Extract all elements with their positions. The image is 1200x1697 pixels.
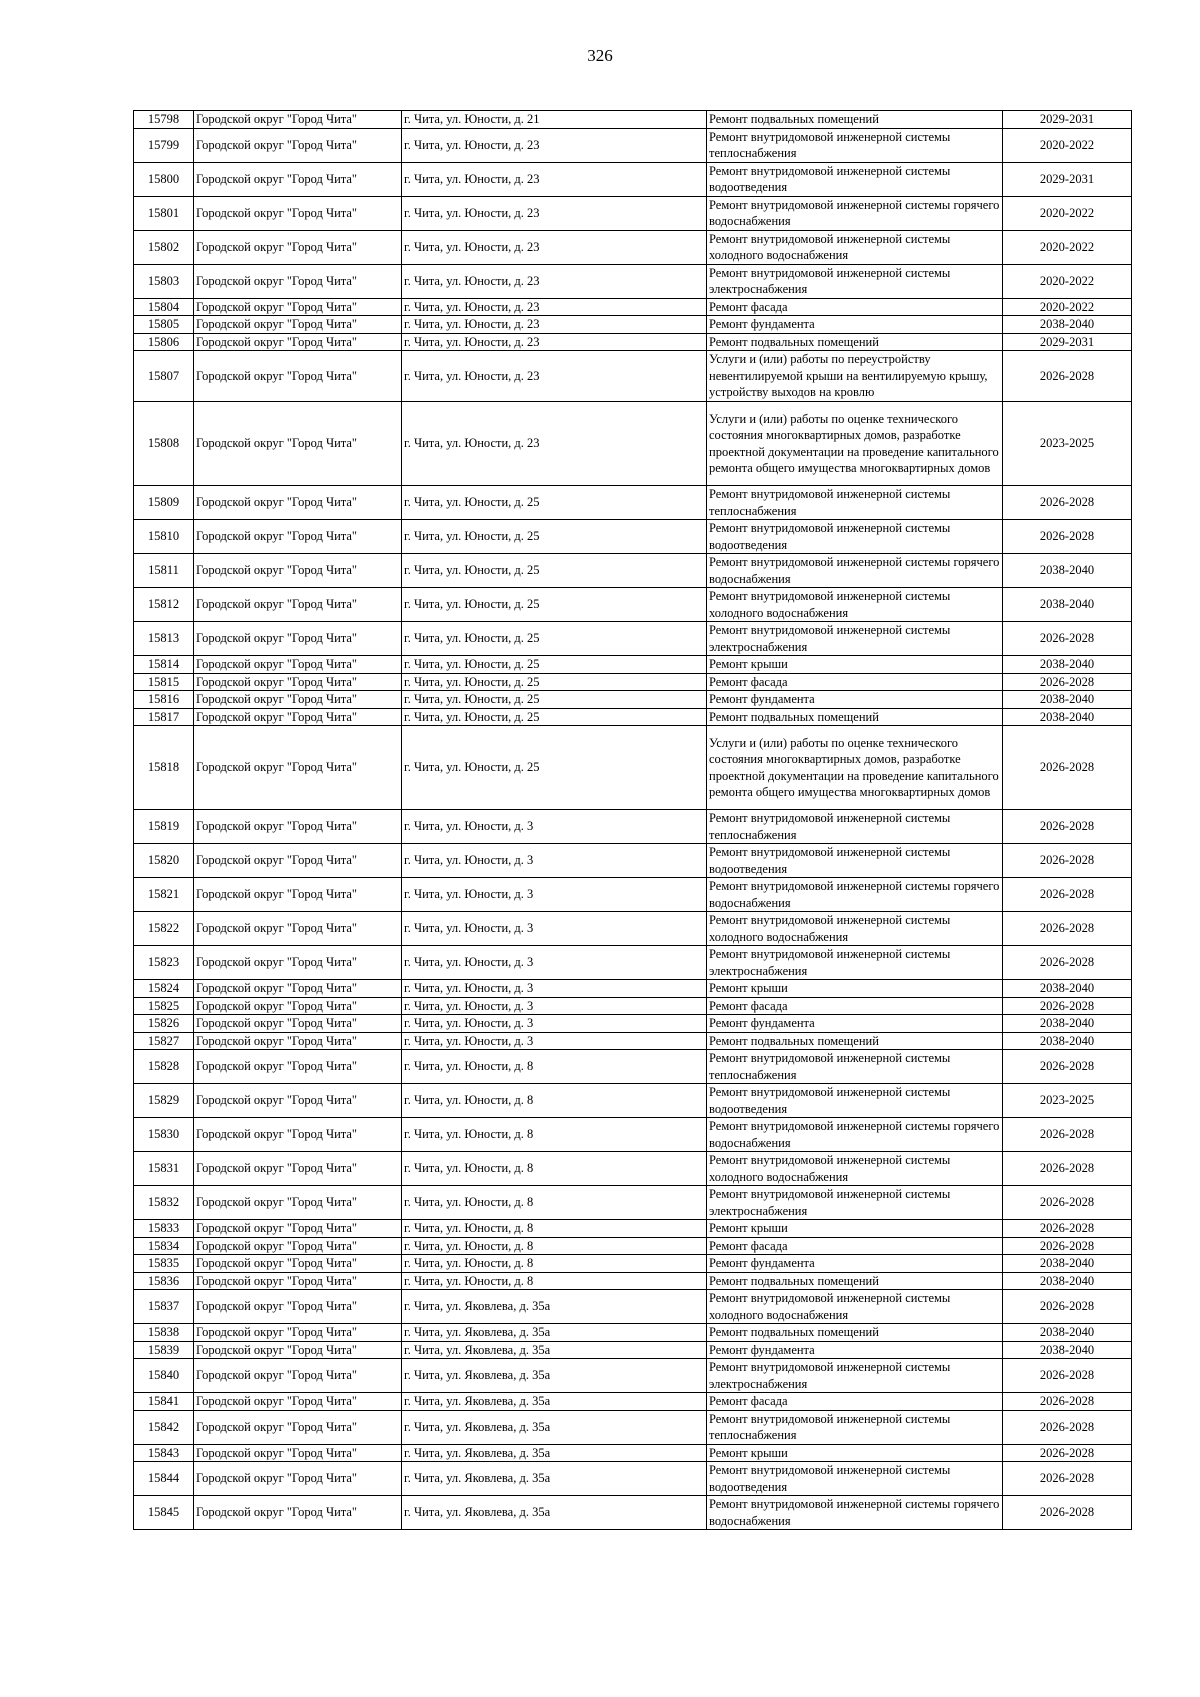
table-row bbox=[134, 196, 1132, 230]
row-number-cell: 15812 bbox=[134, 588, 194, 622]
row-number-cell: 15843 bbox=[134, 1444, 194, 1462]
municipality-cell: Городской округ "Город Чита" bbox=[194, 673, 402, 691]
row-number-cell: 15811 bbox=[134, 554, 194, 588]
table-row bbox=[134, 1324, 1132, 1342]
period-cell: 2020-2022 bbox=[1003, 298, 1132, 316]
work-type-cell: Ремонт фундамента bbox=[707, 1341, 1003, 1359]
table-row bbox=[134, 1393, 1132, 1411]
period-cell: 2029-2031 bbox=[1003, 111, 1132, 129]
table-row bbox=[134, 1272, 1132, 1290]
address-cell: г. Чита, ул. Юности, д. 3 bbox=[402, 878, 707, 912]
work-type-cell: Ремонт внутридомовой инженерной системы горячего водоснабжения bbox=[707, 1118, 1003, 1152]
row-number-cell: 15830 bbox=[134, 1118, 194, 1152]
address-cell: г. Чита, ул. Яковлева, д. 35а bbox=[402, 1393, 707, 1411]
row-number-cell: 15831 bbox=[134, 1152, 194, 1186]
table-row bbox=[134, 554, 1132, 588]
row-number-cell: 15826 bbox=[134, 1015, 194, 1033]
municipality-cell: Городской округ "Город Чита" bbox=[194, 1410, 402, 1444]
address-cell: г. Чита, ул. Юности, д. 23 bbox=[402, 264, 707, 298]
table-row bbox=[134, 1290, 1132, 1324]
table-row bbox=[134, 691, 1132, 709]
address-cell: г. Чита, ул. Юности, д. 23 bbox=[402, 333, 707, 351]
table-row bbox=[134, 1220, 1132, 1238]
address-cell: г. Чита, ул. Яковлева, д. 35а bbox=[402, 1444, 707, 1462]
period-cell: 2026-2028 bbox=[1003, 520, 1132, 554]
row-number-cell: 15833 bbox=[134, 1220, 194, 1238]
work-type-cell: Ремонт внутридомовой инженерной системы водоотведения bbox=[707, 1084, 1003, 1118]
address-cell: г. Чита, ул. Юности, д. 25 bbox=[402, 708, 707, 726]
table-row bbox=[134, 1084, 1132, 1118]
work-type-cell: Ремонт внутридомовой инженерной системы электроснабжения bbox=[707, 946, 1003, 980]
municipality-cell: Городской округ "Город Чита" bbox=[194, 230, 402, 264]
address-cell: г. Чита, ул. Юности, д. 25 bbox=[402, 656, 707, 674]
address-cell: г. Чита, ул. Юности, д. 23 bbox=[402, 230, 707, 264]
municipality-cell: Городской округ "Город Чита" bbox=[194, 351, 402, 402]
row-number-cell: 15807 bbox=[134, 351, 194, 402]
row-number-cell: 15824 bbox=[134, 980, 194, 998]
work-type-cell: Ремонт фундамента bbox=[707, 1255, 1003, 1273]
table-row bbox=[134, 230, 1132, 264]
work-type-cell: Ремонт внутридомовой инженерной системы электроснабжения bbox=[707, 1186, 1003, 1220]
period-cell: 2026-2028 bbox=[1003, 1393, 1132, 1411]
table-row bbox=[134, 1496, 1132, 1530]
work-type-cell: Ремонт внутридомовой инженерной системы электроснабжения bbox=[707, 264, 1003, 298]
work-type-cell: Ремонт внутридомовой инженерной системы холодного водоснабжения bbox=[707, 588, 1003, 622]
period-cell: 2026-2028 bbox=[1003, 1290, 1132, 1324]
municipality-cell: Городской округ "Город Чита" bbox=[194, 588, 402, 622]
municipality-cell: Городской округ "Город Чита" bbox=[194, 554, 402, 588]
period-cell: 2020-2022 bbox=[1003, 128, 1132, 162]
municipality-cell: Городской округ "Город Чита" bbox=[194, 1220, 402, 1238]
period-cell: 2023-2025 bbox=[1003, 402, 1132, 486]
work-type-cell: Ремонт фундамента bbox=[707, 1015, 1003, 1033]
table-row bbox=[134, 844, 1132, 878]
period-cell: 2038-2040 bbox=[1003, 1341, 1132, 1359]
work-type-cell: Ремонт подвальных помещений bbox=[707, 1272, 1003, 1290]
table-row bbox=[134, 351, 1132, 402]
municipality-cell: Городской округ "Город Чита" bbox=[194, 810, 402, 844]
municipality-cell: Городской округ "Город Чита" bbox=[194, 1186, 402, 1220]
municipality-cell: Городской округ "Город Чита" bbox=[194, 1032, 402, 1050]
work-type-cell: Ремонт внутридомовой инженерной системы электроснабжения bbox=[707, 622, 1003, 656]
table-row bbox=[134, 1186, 1132, 1220]
row-number-cell: 15825 bbox=[134, 997, 194, 1015]
work-type-cell: Ремонт внутридомовой инженерной системы холодного водоснабжения bbox=[707, 1152, 1003, 1186]
address-cell: г. Чита, ул. Юности, д. 8 bbox=[402, 1272, 707, 1290]
address-cell: г. Чита, ул. Яковлева, д. 35а bbox=[402, 1359, 707, 1393]
municipality-cell: Городской округ "Город Чита" bbox=[194, 1272, 402, 1290]
municipality-cell: Городской округ "Город Чита" bbox=[194, 1324, 402, 1342]
period-cell: 2026-2028 bbox=[1003, 1186, 1132, 1220]
period-cell: 2038-2040 bbox=[1003, 708, 1132, 726]
table-row bbox=[134, 980, 1132, 998]
table-row bbox=[134, 1255, 1132, 1273]
work-type-cell: Ремонт внутридомовой инженерной системы холодного водоснабжения bbox=[707, 1290, 1003, 1324]
work-type-cell: Ремонт внутридомовой инженерной системы теплоснабжения bbox=[707, 486, 1003, 520]
address-cell: г. Чита, ул. Яковлева, д. 35а bbox=[402, 1324, 707, 1342]
address-cell: г. Чита, ул. Юности, д. 3 bbox=[402, 1015, 707, 1033]
period-cell: 2026-2028 bbox=[1003, 997, 1132, 1015]
table-row bbox=[134, 1050, 1132, 1084]
row-number-cell: 15828 bbox=[134, 1050, 194, 1084]
row-number-cell: 15839 bbox=[134, 1341, 194, 1359]
period-cell: 2026-2028 bbox=[1003, 878, 1132, 912]
work-type-cell: Ремонт крыши bbox=[707, 656, 1003, 674]
table-row bbox=[134, 111, 1132, 129]
table-row bbox=[134, 520, 1132, 554]
row-number-cell: 15800 bbox=[134, 162, 194, 196]
period-cell: 2038-2040 bbox=[1003, 588, 1132, 622]
address-cell: г. Чита, ул. Юности, д. 8 bbox=[402, 1186, 707, 1220]
row-number-cell: 15836 bbox=[134, 1272, 194, 1290]
period-cell: 2026-2028 bbox=[1003, 622, 1132, 656]
work-type-cell: Ремонт внутридомовой инженерной системы теплоснабжения bbox=[707, 1410, 1003, 1444]
period-cell: 2026-2028 bbox=[1003, 1410, 1132, 1444]
work-type-cell: Ремонт фасада bbox=[707, 1393, 1003, 1411]
work-type-cell: Ремонт внутридомовой инженерной системы водоотведения bbox=[707, 520, 1003, 554]
work-type-cell: Ремонт внутридомовой инженерной системы теплоснабжения bbox=[707, 1050, 1003, 1084]
period-cell: 2026-2028 bbox=[1003, 912, 1132, 946]
table-row bbox=[134, 1359, 1132, 1393]
row-number-cell: 15845 bbox=[134, 1496, 194, 1530]
municipality-cell: Городской округ "Город Чита" bbox=[194, 691, 402, 709]
row-number-cell: 15808 bbox=[134, 402, 194, 486]
address-cell: г. Чита, ул. Юности, д. 3 bbox=[402, 810, 707, 844]
period-cell: 2026-2028 bbox=[1003, 810, 1132, 844]
address-cell: г. Чита, ул. Яковлева, д. 35а bbox=[402, 1462, 707, 1496]
address-cell: г. Чита, ул. Юности, д. 25 bbox=[402, 588, 707, 622]
row-number-cell: 15809 bbox=[134, 486, 194, 520]
municipality-cell: Городской округ "Город Чита" bbox=[194, 844, 402, 878]
period-cell: 2023-2025 bbox=[1003, 1084, 1132, 1118]
period-cell: 2026-2028 bbox=[1003, 726, 1132, 810]
row-number-cell: 15832 bbox=[134, 1186, 194, 1220]
work-type-cell: Ремонт фундамента bbox=[707, 691, 1003, 709]
table-row bbox=[134, 1015, 1132, 1033]
row-number-cell: 15840 bbox=[134, 1359, 194, 1393]
period-cell: 2029-2031 bbox=[1003, 333, 1132, 351]
table-row bbox=[134, 1410, 1132, 1444]
row-number-cell: 15816 bbox=[134, 691, 194, 709]
address-cell: г. Чита, ул. Юности, д. 25 bbox=[402, 554, 707, 588]
row-number-cell: 15835 bbox=[134, 1255, 194, 1273]
address-cell: г. Чита, ул. Юности, д. 8 bbox=[402, 1237, 707, 1255]
period-cell: 2038-2040 bbox=[1003, 691, 1132, 709]
address-cell: г. Чита, ул. Яковлева, д. 35а bbox=[402, 1341, 707, 1359]
work-type-cell: Услуги и (или) работы по оценке технического состояния многоквартирных домов, разработке проектной документации на проведение капитального ремонта общего имущества многоквартирных домов bbox=[707, 726, 1003, 810]
table-row bbox=[134, 622, 1132, 656]
address-cell: г. Чита, ул. Юности, д. 25 bbox=[402, 691, 707, 709]
municipality-cell: Городской округ "Город Чита" bbox=[194, 1152, 402, 1186]
address-cell: г. Чита, ул. Юности, д. 8 bbox=[402, 1084, 707, 1118]
table-row bbox=[134, 264, 1132, 298]
table-row bbox=[134, 810, 1132, 844]
row-number-cell: 15802 bbox=[134, 230, 194, 264]
row-number-cell: 15842 bbox=[134, 1410, 194, 1444]
municipality-cell: Городской округ "Город Чита" bbox=[194, 402, 402, 486]
work-type-cell: Ремонт крыши bbox=[707, 1220, 1003, 1238]
row-number-cell: 15813 bbox=[134, 622, 194, 656]
work-type-cell: Ремонт подвальных помещений bbox=[707, 1324, 1003, 1342]
work-type-cell: Ремонт внутридомовой инженерной системы теплоснабжения bbox=[707, 128, 1003, 162]
row-number-cell: 15838 bbox=[134, 1324, 194, 1342]
table-row bbox=[134, 128, 1132, 162]
address-cell: г. Чита, ул. Юности, д. 23 bbox=[402, 316, 707, 334]
row-number-cell: 15818 bbox=[134, 726, 194, 810]
table-row bbox=[134, 1118, 1132, 1152]
table-row bbox=[134, 486, 1132, 520]
work-type-cell: Ремонт внутридомовой инженерной системы холодного водоснабжения bbox=[707, 230, 1003, 264]
municipality-cell: Городской округ "Город Чита" bbox=[194, 298, 402, 316]
row-number-cell: 15810 bbox=[134, 520, 194, 554]
work-type-cell: Ремонт фасада bbox=[707, 997, 1003, 1015]
row-number-cell: 15837 bbox=[134, 1290, 194, 1324]
municipality-cell: Городской округ "Город Чита" bbox=[194, 622, 402, 656]
work-type-cell: Ремонт крыши bbox=[707, 1444, 1003, 1462]
table-row bbox=[134, 1152, 1132, 1186]
table-row bbox=[134, 656, 1132, 674]
table-row bbox=[134, 333, 1132, 351]
address-cell: г. Чита, ул. Юности, д. 3 bbox=[402, 980, 707, 998]
table-row bbox=[134, 316, 1132, 334]
work-type-cell: Ремонт подвальных помещений bbox=[707, 333, 1003, 351]
address-cell: г. Чита, ул. Юности, д. 3 bbox=[402, 946, 707, 980]
municipality-cell: Городской округ "Город Чита" bbox=[194, 1015, 402, 1033]
row-number-cell: 15820 bbox=[134, 844, 194, 878]
address-cell: г. Чита, ул. Юности, д. 23 bbox=[402, 162, 707, 196]
municipality-cell: Городской округ "Город Чита" bbox=[194, 1290, 402, 1324]
work-type-cell: Ремонт фасада bbox=[707, 673, 1003, 691]
table-row bbox=[134, 1237, 1132, 1255]
municipality-cell: Городской округ "Город Чита" bbox=[194, 1359, 402, 1393]
row-number-cell: 15798 bbox=[134, 111, 194, 129]
address-cell: г. Чита, ул. Юности, д. 8 bbox=[402, 1220, 707, 1238]
municipality-cell: Городской округ "Город Чита" bbox=[194, 1237, 402, 1255]
table-row bbox=[134, 997, 1132, 1015]
address-cell: г. Чита, ул. Юности, д. 3 bbox=[402, 844, 707, 878]
municipality-cell: Городской округ "Город Чита" bbox=[194, 912, 402, 946]
address-cell: г. Чита, ул. Юности, д. 23 bbox=[402, 298, 707, 316]
municipality-cell: Городской округ "Город Чита" bbox=[194, 656, 402, 674]
municipality-cell: Городской округ "Город Чита" bbox=[194, 997, 402, 1015]
address-cell: г. Чита, ул. Юности, д. 23 bbox=[402, 351, 707, 402]
municipality-cell: Городской округ "Город Чита" bbox=[194, 111, 402, 129]
work-type-cell: Услуги и (или) работы по оценке технического состояния многоквартирных домов, разработке проектной документации на проведение капитального ремонта общего имущества многоквартирных домов bbox=[707, 402, 1003, 486]
row-number-cell: 15841 bbox=[134, 1393, 194, 1411]
row-number-cell: 15821 bbox=[134, 878, 194, 912]
municipality-cell: Городской округ "Город Чита" bbox=[194, 264, 402, 298]
row-number-cell: 15823 bbox=[134, 946, 194, 980]
row-number-cell: 15806 bbox=[134, 333, 194, 351]
period-cell: 2026-2028 bbox=[1003, 1444, 1132, 1462]
address-cell: г. Чита, ул. Яковлева, д. 35а bbox=[402, 1496, 707, 1530]
municipality-cell: Городской округ "Город Чита" bbox=[194, 1050, 402, 1084]
work-type-cell: Ремонт внутридомовой инженерной системы горячего водоснабжения bbox=[707, 196, 1003, 230]
period-cell: 2026-2028 bbox=[1003, 1152, 1132, 1186]
address-cell: г. Чита, ул. Юности, д. 25 bbox=[402, 726, 707, 810]
row-number-cell: 15829 bbox=[134, 1084, 194, 1118]
table-row bbox=[134, 1444, 1132, 1462]
period-cell: 2026-2028 bbox=[1003, 1237, 1132, 1255]
municipality-cell: Городской округ "Город Чита" bbox=[194, 708, 402, 726]
period-cell: 2026-2028 bbox=[1003, 673, 1132, 691]
work-type-cell: Ремонт фасада bbox=[707, 298, 1003, 316]
row-number-cell: 15803 bbox=[134, 264, 194, 298]
work-type-cell: Ремонт внутридомовой инженерной системы электроснабжения bbox=[707, 1359, 1003, 1393]
work-type-cell: Ремонт внутридомовой инженерной системы водоотведения bbox=[707, 1462, 1003, 1496]
period-cell: 2038-2040 bbox=[1003, 1272, 1132, 1290]
table-row bbox=[134, 673, 1132, 691]
address-cell: г. Чита, ул. Яковлева, д. 35а bbox=[402, 1410, 707, 1444]
address-cell: г. Чита, ул. Юности, д. 3 bbox=[402, 997, 707, 1015]
row-number-cell: 15817 bbox=[134, 708, 194, 726]
table-row bbox=[134, 946, 1132, 980]
work-type-cell: Ремонт подвальных помещений bbox=[707, 111, 1003, 129]
period-cell: 2026-2028 bbox=[1003, 1220, 1132, 1238]
work-type-cell: Ремонт внутридомовой инженерной системы водоотведения bbox=[707, 844, 1003, 878]
period-cell: 2038-2040 bbox=[1003, 1032, 1132, 1050]
municipality-cell: Городской округ "Город Чита" bbox=[194, 1393, 402, 1411]
work-type-cell: Ремонт внутридомовой инженерной системы водоотведения bbox=[707, 162, 1003, 196]
address-cell: г. Чита, ул. Юности, д. 8 bbox=[402, 1050, 707, 1084]
address-cell: г. Чита, ул. Юности, д. 25 bbox=[402, 520, 707, 554]
work-type-cell: Ремонт крыши bbox=[707, 980, 1003, 998]
period-cell: 2038-2040 bbox=[1003, 316, 1132, 334]
municipality-cell: Городской округ "Город Чита" bbox=[194, 333, 402, 351]
period-cell: 2038-2040 bbox=[1003, 656, 1132, 674]
municipality-cell: Городской округ "Город Чита" bbox=[194, 878, 402, 912]
period-cell: 2026-2028 bbox=[1003, 351, 1132, 402]
work-type-cell: Ремонт фундамента bbox=[707, 316, 1003, 334]
work-type-cell: Ремонт внутридомовой инженерной системы теплоснабжения bbox=[707, 810, 1003, 844]
address-cell: г. Чита, ул. Юности, д. 3 bbox=[402, 912, 707, 946]
table-row bbox=[134, 708, 1132, 726]
row-number-cell: 15822 bbox=[134, 912, 194, 946]
work-type-cell: Услуги и (или) работы по переустройству невентилируемой крыши на вентилируемую крышу, устройству выходов на кровлю bbox=[707, 351, 1003, 402]
address-cell: г. Чита, ул. Юности, д. 25 bbox=[402, 486, 707, 520]
page-number: 326 bbox=[587, 46, 613, 65]
table-row bbox=[134, 878, 1132, 912]
row-number-cell: 15814 bbox=[134, 656, 194, 674]
row-number-cell: 15815 bbox=[134, 673, 194, 691]
table-row bbox=[134, 1341, 1132, 1359]
municipality-cell: Городской округ "Город Чита" bbox=[194, 1444, 402, 1462]
table-row bbox=[134, 726, 1132, 810]
table-row bbox=[134, 162, 1132, 196]
municipality-cell: Городской округ "Город Чита" bbox=[194, 196, 402, 230]
municipality-cell: Городской округ "Город Чита" bbox=[194, 520, 402, 554]
address-cell: г. Чита, ул. Юности, д. 25 bbox=[402, 673, 707, 691]
row-number-cell: 15799 bbox=[134, 128, 194, 162]
address-cell: г. Чита, ул. Юности, д. 8 bbox=[402, 1118, 707, 1152]
period-cell: 2020-2022 bbox=[1003, 264, 1132, 298]
table-row bbox=[134, 402, 1132, 486]
row-number-cell: 15804 bbox=[134, 298, 194, 316]
period-cell: 2038-2040 bbox=[1003, 1015, 1132, 1033]
municipality-cell: Городской округ "Город Чита" bbox=[194, 726, 402, 810]
period-cell: 2026-2028 bbox=[1003, 946, 1132, 980]
period-cell: 2038-2040 bbox=[1003, 1255, 1132, 1273]
municipality-cell: Городской округ "Город Чита" bbox=[194, 316, 402, 334]
period-cell: 2026-2028 bbox=[1003, 1050, 1132, 1084]
municipality-cell: Городской округ "Город Чита" bbox=[194, 486, 402, 520]
municipality-cell: Городской округ "Город Чита" bbox=[194, 980, 402, 998]
work-type-cell: Ремонт внутридомовой инженерной системы горячего водоснабжения bbox=[707, 1496, 1003, 1530]
municipality-cell: Городской округ "Город Чита" bbox=[194, 1255, 402, 1273]
municipality-cell: Городской округ "Город Чита" bbox=[194, 946, 402, 980]
table-row bbox=[134, 298, 1132, 316]
municipality-cell: Городской округ "Город Чита" bbox=[194, 128, 402, 162]
municipality-cell: Городской округ "Город Чита" bbox=[194, 162, 402, 196]
table-row bbox=[134, 912, 1132, 946]
municipality-cell: Городской округ "Город Чита" bbox=[194, 1462, 402, 1496]
period-cell: 2038-2040 bbox=[1003, 980, 1132, 998]
municipality-cell: Городской округ "Город Чита" bbox=[194, 1496, 402, 1530]
address-cell: г. Чита, ул. Юности, д. 23 bbox=[402, 128, 707, 162]
row-number-cell: 15819 bbox=[134, 810, 194, 844]
municipality-cell: Городской округ "Город Чита" bbox=[194, 1341, 402, 1359]
period-cell: 2026-2028 bbox=[1003, 486, 1132, 520]
work-type-cell: Ремонт внутридомовой инженерной системы горячего водоснабжения bbox=[707, 878, 1003, 912]
row-number-cell: 15827 bbox=[134, 1032, 194, 1050]
address-cell: г. Чита, ул. Юности, д. 21 bbox=[402, 111, 707, 129]
work-type-cell: Ремонт внутридомовой инженерной системы горячего водоснабжения bbox=[707, 554, 1003, 588]
period-cell: 2026-2028 bbox=[1003, 1462, 1132, 1496]
address-cell: г. Чита, ул. Юности, д. 25 bbox=[402, 622, 707, 656]
address-cell: г. Чита, ул. Юности, д. 3 bbox=[402, 1032, 707, 1050]
row-number-cell: 15801 bbox=[134, 196, 194, 230]
period-cell: 2026-2028 bbox=[1003, 1118, 1132, 1152]
address-cell: г. Чита, ул. Яковлева, д. 35а bbox=[402, 1290, 707, 1324]
capital-repair-register-table bbox=[133, 110, 1132, 1530]
row-number-cell: 15834 bbox=[134, 1237, 194, 1255]
work-type-cell: Ремонт внутридомовой инженерной системы холодного водоснабжения bbox=[707, 912, 1003, 946]
address-cell: г. Чита, ул. Юности, д. 8 bbox=[402, 1255, 707, 1273]
period-cell: 2026-2028 bbox=[1003, 844, 1132, 878]
work-type-cell: Ремонт подвальных помещений bbox=[707, 1032, 1003, 1050]
address-cell: г. Чита, ул. Юности, д. 8 bbox=[402, 1152, 707, 1186]
table-row bbox=[134, 1032, 1132, 1050]
work-type-cell: Ремонт фасада bbox=[707, 1237, 1003, 1255]
municipality-cell: Городской округ "Город Чита" bbox=[194, 1084, 402, 1118]
register-table-body bbox=[134, 111, 1132, 1530]
table-row bbox=[134, 1462, 1132, 1496]
work-type-cell: Ремонт подвальных помещений bbox=[707, 708, 1003, 726]
address-cell: г. Чита, ул. Юности, д. 23 bbox=[402, 196, 707, 230]
period-cell: 2020-2022 bbox=[1003, 196, 1132, 230]
address-cell: г. Чита, ул. Юности, д. 23 bbox=[402, 402, 707, 486]
period-cell: 2038-2040 bbox=[1003, 554, 1132, 588]
period-cell: 2038-2040 bbox=[1003, 1324, 1132, 1342]
period-cell: 2020-2022 bbox=[1003, 230, 1132, 264]
period-cell: 2026-2028 bbox=[1003, 1496, 1132, 1530]
period-cell: 2026-2028 bbox=[1003, 1359, 1132, 1393]
row-number-cell: 15805 bbox=[134, 316, 194, 334]
table-row bbox=[134, 588, 1132, 622]
row-number-cell: 15844 bbox=[134, 1462, 194, 1496]
municipality-cell: Городской округ "Город Чита" bbox=[194, 1118, 402, 1152]
period-cell: 2029-2031 bbox=[1003, 162, 1132, 196]
